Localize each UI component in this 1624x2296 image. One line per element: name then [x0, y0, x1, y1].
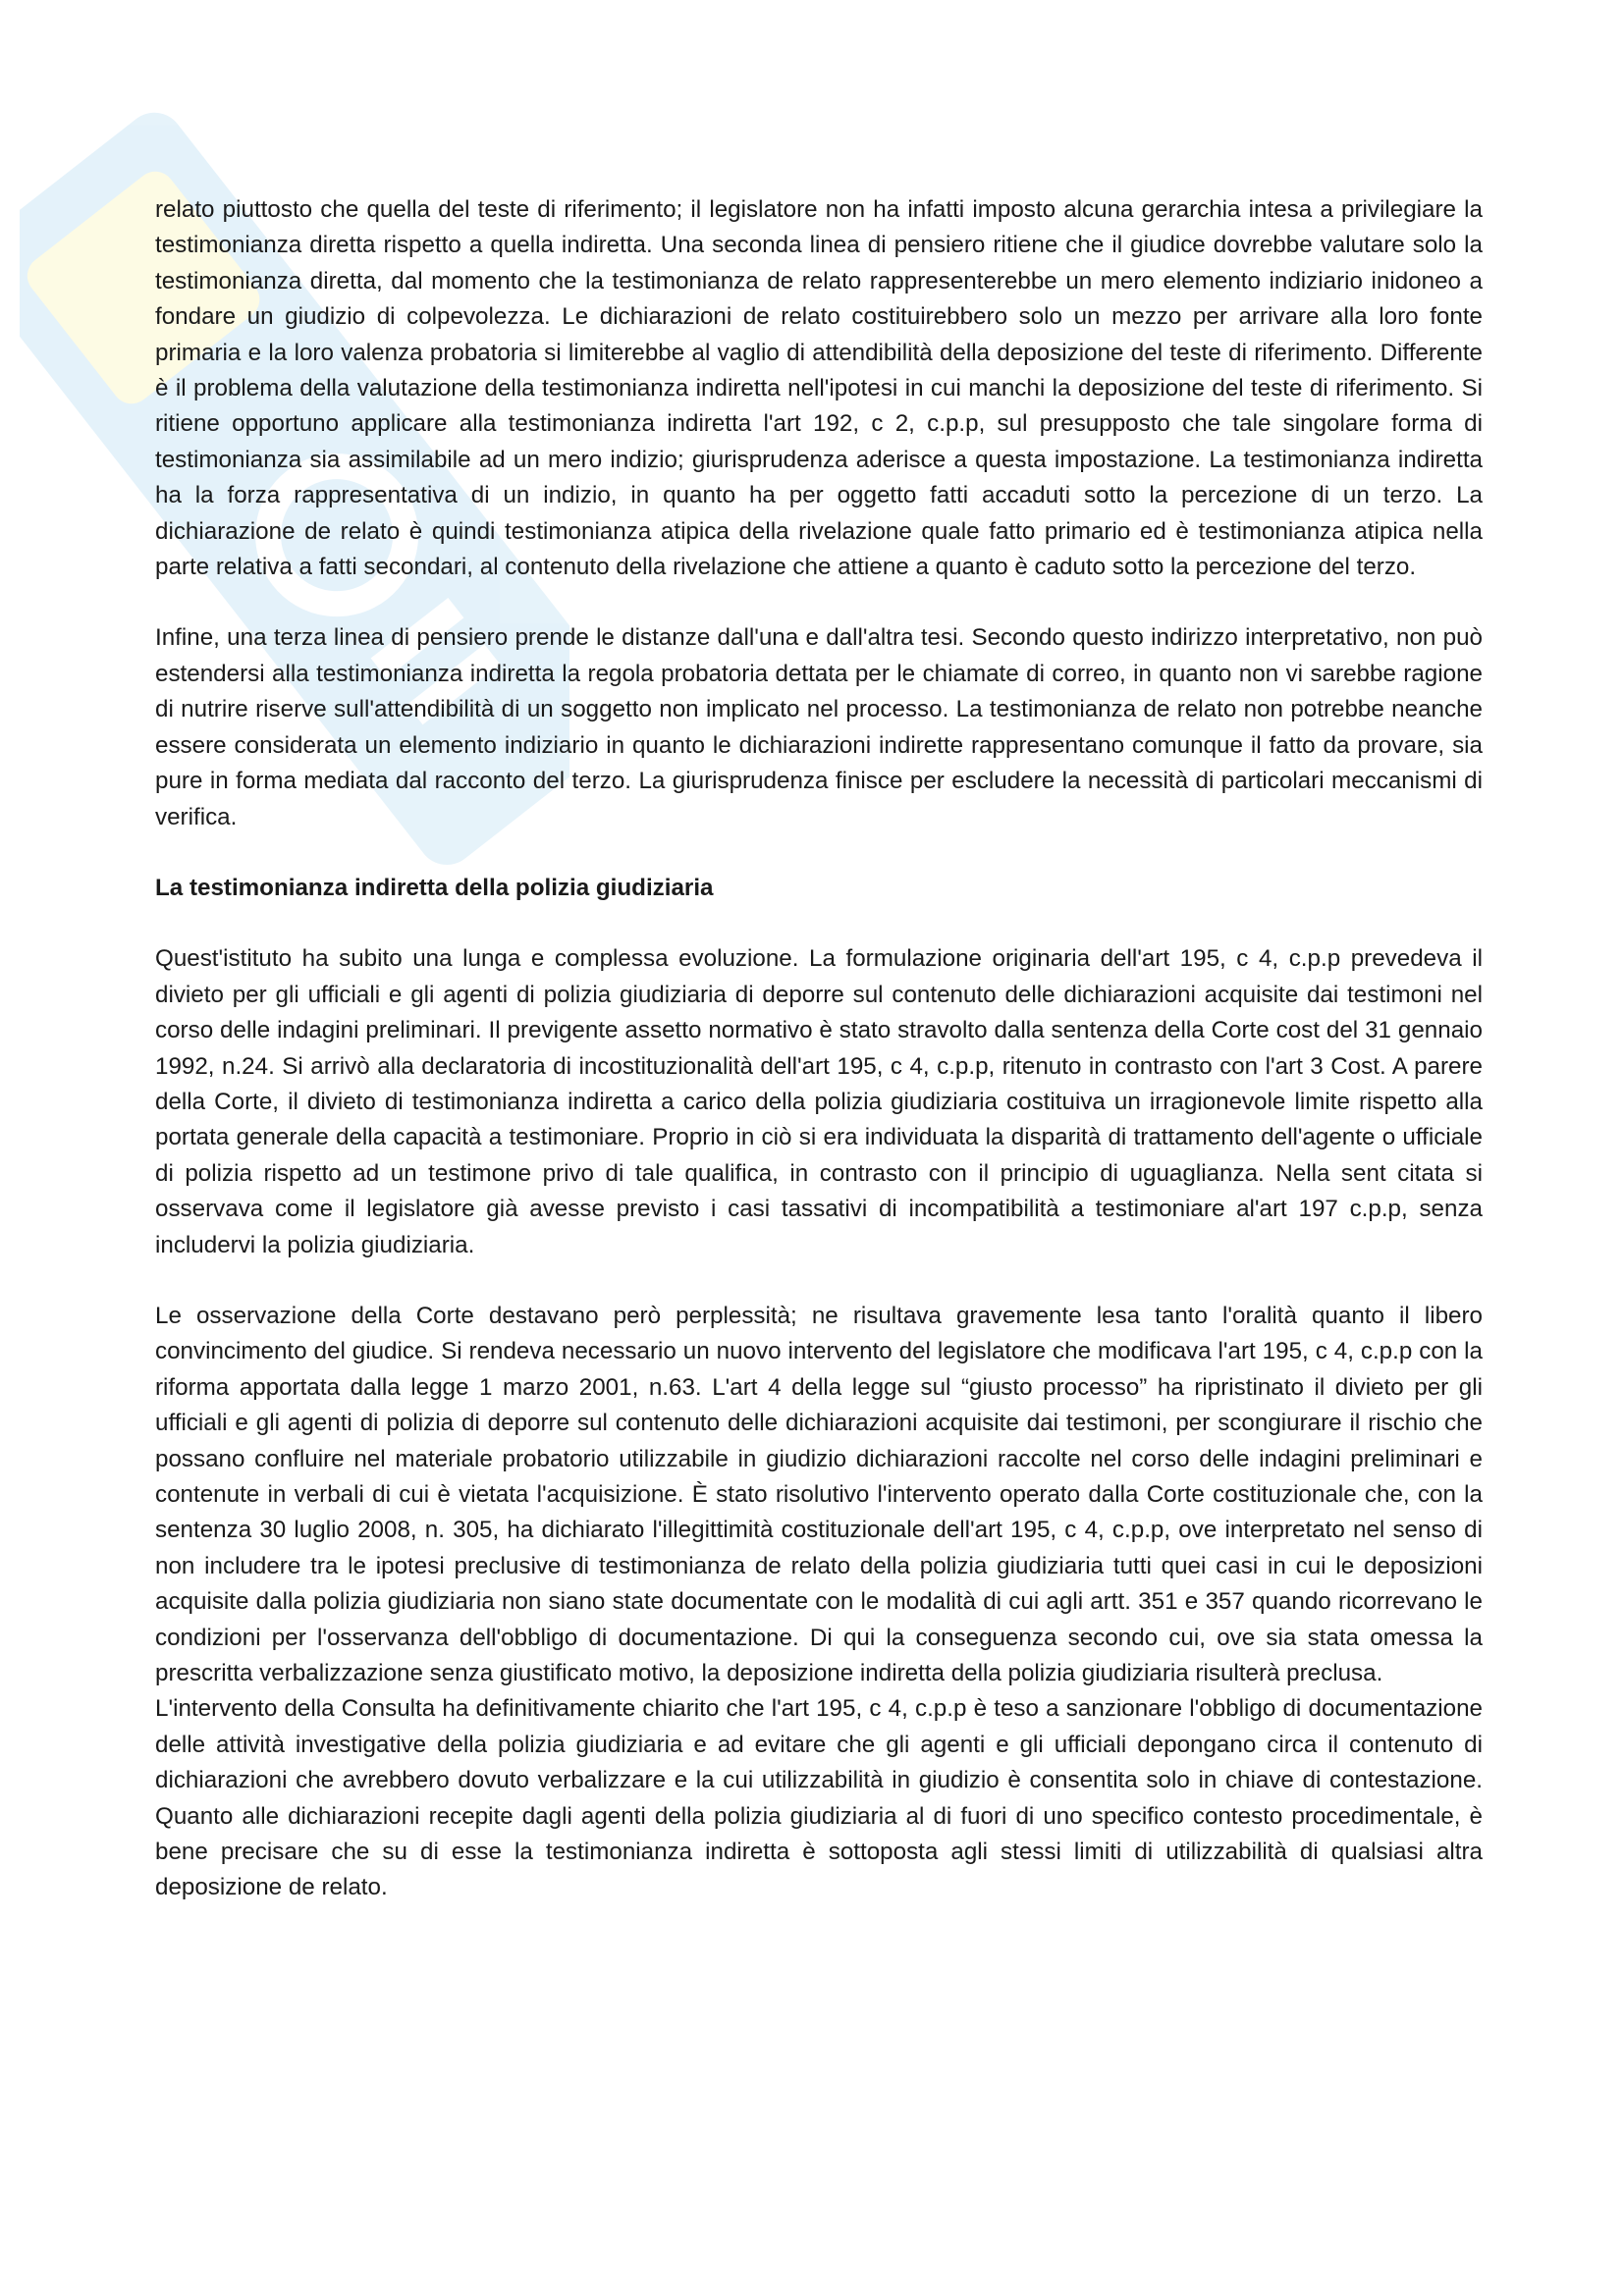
body-paragraph: Quest'istituto ha subito una lunga e complessa evoluzione. La formulazione originaria dell'art 195, c 4, c.p.p prevedeva il divieto per gli ufficiali e gli agenti di polizia giudiziaria di deporre sul contenuto delle dichiarazioni acquisite dai testimoni nel corso delle indagini preliminari. Il previgente assetto normativo è stato stravolto dalla sentenza della Corte cost del 31 gennaio 1992, n.24. Si arrivò alla declaratoria di incostituzionalità dell'art 195, c 4, c.p.p, ritenuto in contrasto con l'art 3 Cost. A parere della Corte, il divieto di testimonianza indiretta a carico della polizia giudiziaria costituiva un irragionevole limite rispetto alla portata generale della capacità a testimoniare. Proprio in ciò si era individuata la disparità di trattamento dell'agente o ufficiale di polizia rispetto ad un testimone privo di tale qualifica, in contrasto con il principio di uguaglianza. Nella sent citata si osservava come il legislatore già avesse previsto i casi tassativi di incompatibilità a testimoniare al'art 197 c.p.p, senza includervi la polizia giudiziaria.: [155, 945, 1483, 1258]
body-paragraph: Infine, una terza linea di pensiero prende le distanze dall'una e dall'altra tesi. Secondo questo indirizzo interpretativo, non può estendersi alla testimonianza indiretta la regola probatoria dettata per le chiamate di correo, in quanto non vi sarebbe ragione di nutrire riserve sull'attendibilità di un soggetto non implicato nel processo. La testimonianza de relato non potrebbe neanche essere considerata un elemento indiziario in quanto le dichiarazioni indirette rappresentano comunque il fatto da provare, sia pure in forma mediata dal racconto del terzo. La giurisprudenza finisce per escludere la necessità di particolari meccanismi di verifica.: [155, 624, 1483, 830]
body-paragraph: relato piuttosto che quella del teste di riferimento; il legislatore non ha infatti imposto alcuna gerarchia intesa a privilegiare la testimonianza diretta rispetto a quella indiretta. Una seconda linea di pensiero ritiene che il giudice dovrebbe valutare solo la testimonianza diretta, dal momento che la testimonianza de relato rappresenterebbe un mero elemento indiziario inidoneo a fondare un giudizio di colpevolezza. Le dichiarazioni de relato costituirebbero solo un mezzo per arrivare alla loro fonte primaria e la loro valenza probatoria si limiterebbe al vaglio di attendibilità della deposizione del teste di riferimento. Differente è il problema della valutazione della testimonianza indiretta nell'ipotesi in cui manchi la deposizione del teste di riferimento. Si ritiene opportuno applicare alla testimonianza indiretta l'art 192, c 2, c.p.p, sul presupposto che tale singolare forma di testimonianza sia assimilabile ad un mero indizio; giurisprudenza aderisce a questa impostazione. La testimonianza indiretta ha la forza rappresentativa di un indizio, in quanto ha per oggetto fatti accaduti sotto la percezione di un terzo. La dichiarazione de relato è quindi testimonianza atipica della rivelazione quale fatto primario ed è testimonianza atipica nella parte relativa a fatti secondari, al contenuto della rivelazione che attiene a quanto è caduto sotto la percezione del terzo.: [155, 196, 1483, 581]
document-body: [155, 192, 1483, 1942]
section-heading: La testimonianza indiretta della polizia giudiziaria: [155, 874, 714, 901]
body-paragraph: Le osservazione della Corte destavano però perplessità; ne risultava gravemente lesa tanto l'oralità quanto il libero convincimento del giudice. Si rendeva necessario un nuovo intervento del legislatore che modificava l'art 195, c 4, c.p.p con la riforma apportata dalla legge 1 marzo 2001, n.63. L'art 4 della legge sul “giusto processo” ha ripristinato il divieto per gli ufficiali e gli agenti di polizia di deporre sul contenuto delle dichiarazioni acquisite dai testimoni, per scongiurare il rischio che possano confluire nel materiale probatorio utilizzabile in giudizio dichiarazioni raccolte nel corso delle indagini preliminari e contenute in verbali di cui è vietata l'acquisizione. È stato risolutivo l'intervento operato dalla Corte costituzionale che, con la sentenza 30 luglio 2008, n. 305, ha dichiarato l'illegittimità costituzionale dell'art 195, c 4, c.p.p, ove interpretato nel senso di non includere tra le ipotesi preclusive di testimonianza de relato della polizia giudiziaria tutti quei casi in cui le deposizioni acquisite dalla polizia giudiziaria non siano state documentate con le modalità di cui agli artt. 351 e 357 quando ricorrevano le condizioni per l'osservanza dell'obbligo di documentazione. Di qui la conseguenza secondo cui, ove sia stata omessa la prescritta verbalizzazione senza giustificato motivo, la deposizione indiretta della polizia giudiziaria risulterà preclusa.: [155, 1302, 1483, 1687]
body-paragraph: L'intervento della Consulta ha definitivamente chiarito che l'art 195, c 4, c.p.p è teso a sanzionare l'obbligo di documentazione delle attività investigative della polizia giudiziaria e ad evitare che gli agenti e gli ufficiali depongano circa il contenuto di dichiarazioni che avrebbero dovuto verbalizzare e la cui utilizzabilità in giudizio è consentita solo in chiave di contestazione. Quanto alle dichiarazioni recepite dagli agenti della polizia giudiziaria al di fuori di uno specifico contesto procedimentale, è bene precisare che su di esse la testimonianza indiretta è sottoposta agli stessi limiti di utilizzabilità di qualsiasi altra deposizione de relato.: [155, 1695, 1483, 1901]
